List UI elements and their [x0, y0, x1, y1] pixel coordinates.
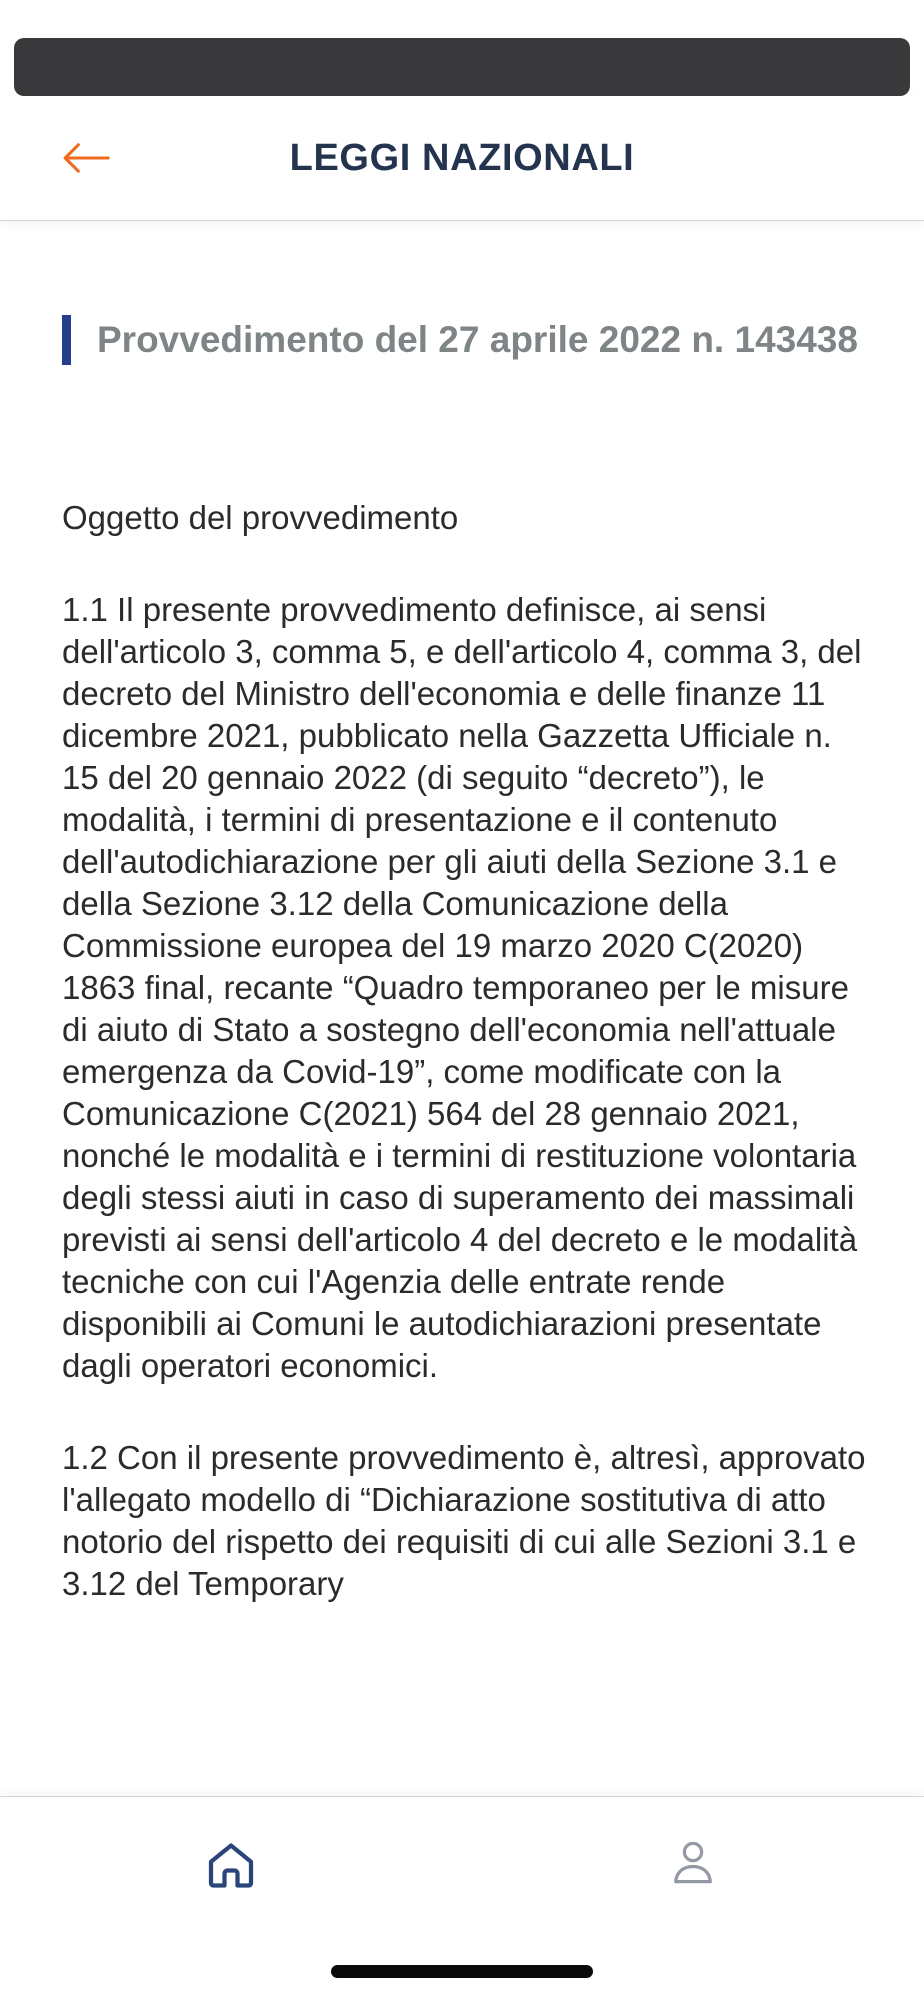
- page-title: LEGGI NAZIONALI: [289, 136, 635, 179]
- section-heading: Oggetto del provvedimento: [62, 499, 459, 536]
- document-content[interactable]: [0, 220, 924, 1797]
- paragraph-1-1: 1.1 Il presente provvedimento definisce, ai sensi dell'articolo 3, comma 5, e dell'articolo 4, comma 3, del decreto del Ministro dell'economia e delle finanze 11 dicembre 2021, pubblicato nella Gazzetta Ufficiale n. 15 del 20 gennaio 2022 (di seguito “decreto”), le modalità, i termini di presentazione e il contenuto dell'autodichiarazione per gli aiuti della Sezione 3.1 e della Sezione 3.12 della Comunicazione della Commissione europea del 19 marzo 2020 C(2020) 1863 final, recante “Quadro temporaneo per le misure di aiuto di Stato a sostegno dell'economia nell'attuale emergenza da Covid-19”, come modificate con la Comunicazione C(2021) 564 del 28 gennaio 2021, nonché le modalità e i termini di restituzione volontaria degli stessi aiuti in caso di superamento dei massimali previsti ai sensi dell'articolo 4 del decreto e le modalità tecniche con cui l'Agenzia delle entrate rende disponibili ai Comuni le autodichiarazioni presentate dagli operatori economici.: [62, 591, 862, 1384]
- back-button[interactable]: [48, 126, 124, 190]
- header: [0, 96, 924, 220]
- left-arrow-icon: [61, 141, 111, 175]
- document-title: Provvedimento del 27 aprile 2022 n. 143438: [97, 319, 858, 360]
- home-indicator[interactable]: [331, 1965, 593, 1978]
- person-icon: [665, 1835, 721, 1891]
- paragraph-1-2: 1.2 Con il presente provvedimento è, altresì, approvato l'allegato modello di “Dichiarazione sostitutiva di atto notorio del rispetto dei requisiti di cui alle Sezioni 3.1 e 3.12 del Temporary: [62, 1439, 866, 1602]
- home-icon: [201, 1835, 261, 1895]
- document-title-block: [62, 315, 868, 365]
- status-banner: [14, 38, 910, 96]
